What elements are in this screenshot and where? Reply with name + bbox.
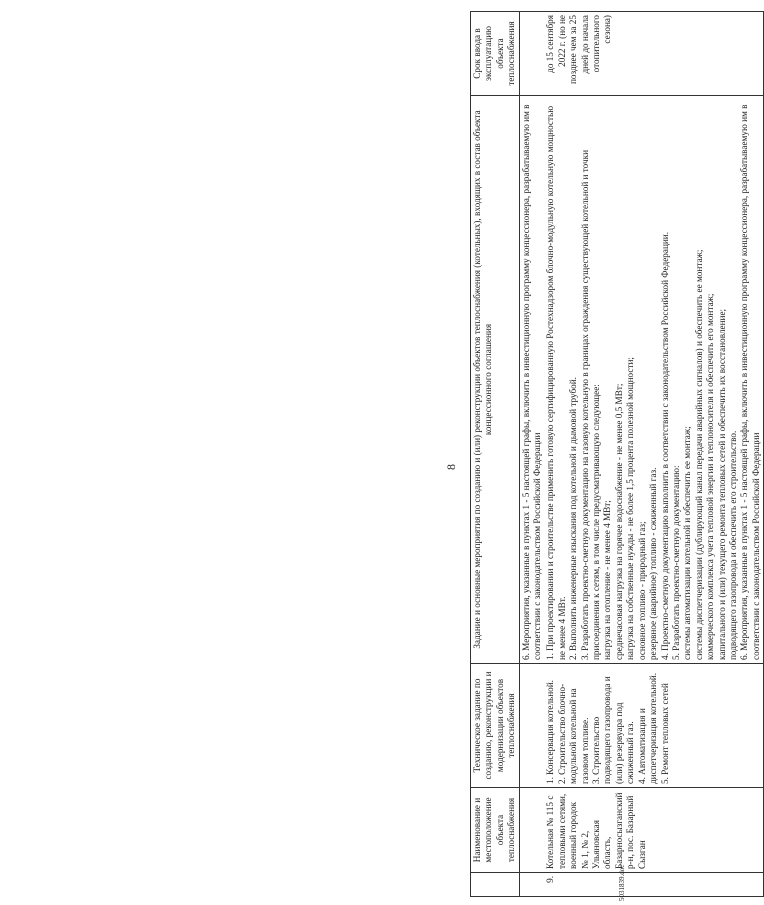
doc-id: 5031839.doc bbox=[618, 864, 626, 901]
tech-task-item: 4. Автоматизация и диспетчеризация котельной. bbox=[636, 672, 659, 784]
heat-supply-table bbox=[470, 11, 764, 897]
measure-item: 6. Мероприятия, указанные в пунктах 1 - 5 настоящей графы, включить в инвестиционную программу концессионера, разрабатываемую им в соответствии с законодательством Российской Федерации bbox=[739, 104, 761, 660]
table-row bbox=[519, 12, 544, 897]
tech-task-item: 1. Консервация котельной. bbox=[545, 680, 556, 784]
header-deadline: Срок ввода в эксплуатацию объекта теплоснабжения bbox=[471, 12, 520, 96]
cell-empty bbox=[519, 664, 544, 788]
measure-item: резервное (аварийное) топливо - сжиженный газ. bbox=[648, 467, 659, 660]
header-tech-task: Техническое задание по созданию, реконструкции и модернизации объектов теплоснабжения bbox=[471, 664, 520, 788]
tech-task-item: 5. Ремонт тепловых сетей bbox=[659, 683, 670, 784]
measure-item: 4. Проектно-сметную документацию выполнить в соответствии с законодательством Российской Федерации. bbox=[659, 232, 670, 660]
cell-empty bbox=[519, 873, 544, 897]
page-number: 8 bbox=[444, 464, 458, 470]
measure-item: 5. Разработать проектно-сметную документацию: bbox=[670, 465, 681, 660]
measure-item: системы автоматизации котельной и обеспечить ее монтаж; bbox=[682, 426, 693, 660]
header-num bbox=[471, 873, 520, 897]
measure-item: нагрузка на отопление - не менее 4 МВт; bbox=[602, 500, 613, 660]
measure-item: системы диспетчеризации (дублирующий канал передачи аварийных сигналов) и обеспечить ее монтаж; bbox=[693, 249, 704, 660]
prev-row-text: 6. Мероприятия, указанные в пунктах 1 - 5 настоящей графы, включить в инвестиционную программу концессионера, разрабатываемую им в соответствии с законодательством Российской Федерации bbox=[519, 96, 544, 664]
tech-task-item: 2. Строительство блочно-модульной котельной на газовом топливе. bbox=[556, 683, 590, 784]
measure-item: среднечасовая нагрузка на горячее водоснабжение - не менее 0,5 МВт; bbox=[613, 383, 624, 660]
measure-item: 3. Разработать проектно-сметную документацию на газовую котельную в границах ограждения существующей котельной и точки присоединения к сетям, в том числе предусматривающую следующее: bbox=[579, 149, 602, 660]
measures-list bbox=[544, 96, 763, 664]
object-name: Котельная № 115 с тепловыми сетями, военный городок № 1, № 2, Ульяновская область, Базарносызганский р-н, пос. Базарный Сызган bbox=[544, 788, 763, 873]
measure-item: 1. При проектировании и строительстве применить готовую сертифицированную Ростехнадзором блочно-модульную котельную мощностью не менее 4 МВт. bbox=[545, 105, 567, 660]
measure-item: подводящего газопровода и обеспечить его строительство. bbox=[727, 430, 738, 660]
row-number: 9. bbox=[544, 873, 763, 897]
header-measures: Задание и основные мероприятия по созданию и (или) реконструкции объектов теплоснабжения (котельных), входящих в состав объекта концессионного соглашения bbox=[471, 96, 520, 664]
header-object: Наименование и местоположение объекта теплоснабжения bbox=[471, 788, 520, 873]
measure-item: коммерческого комплекса учета тепловой энергии и теплоносителя и обеспечить его монтаж; bbox=[705, 293, 716, 660]
measure-item: капитального и (или) текущего ремонта тепловых сетей и обеспечить их восстановление; bbox=[716, 308, 727, 660]
table-header-row bbox=[471, 12, 520, 897]
deadline: до 15 сентября 2022 г. (но не позднее чем за 25 дней до начала отопительного сезона) bbox=[544, 12, 763, 96]
tech-task-item: 3. Строительство подводящего газопровода и (или) резервуара под сжиженный газ. bbox=[591, 676, 636, 784]
cell-empty bbox=[519, 12, 544, 96]
table-row bbox=[544, 12, 763, 897]
measure-item: 2. Выполнить инженерные изыскания под котельной и дымовой трубой. bbox=[568, 377, 579, 660]
cell-empty bbox=[519, 788, 544, 873]
measure-item: основное топливо - природный газ; bbox=[636, 521, 647, 660]
measure-item: нагрузка на собственные нужды - не более 1,5 процента полезной мощности; bbox=[625, 357, 636, 660]
tech-task-list bbox=[544, 664, 763, 788]
